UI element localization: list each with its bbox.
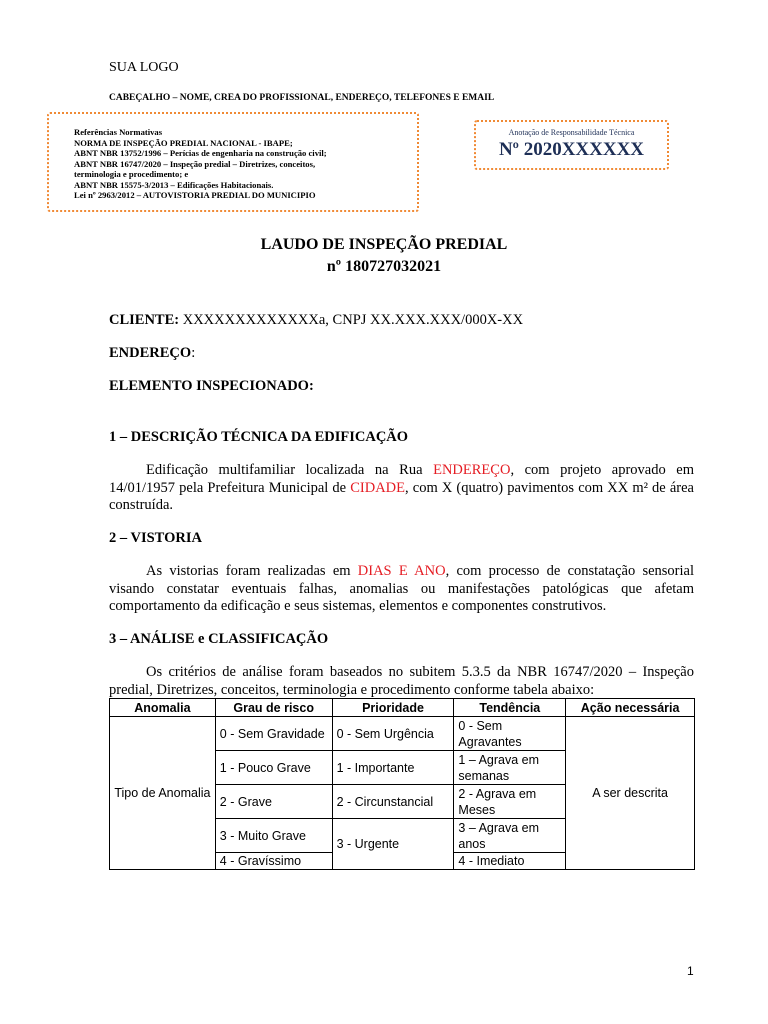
address-placeholder: ENDEREÇO <box>433 462 511 478</box>
address-label: ENDEREÇO <box>109 345 192 361</box>
report-number: nº 180727032021 <box>326 258 442 275</box>
client-line <box>109 312 523 329</box>
art-box <box>474 120 669 170</box>
city-placeholder: CIDADE <box>350 479 406 496</box>
section1-heading: 1 – DESCRIÇÃO TÉCNICA DA EDIFICAÇÃO <box>109 429 409 445</box>
client-label: CLIENTE: <box>109 312 180 328</box>
anomaly-cell: Tipo de Anomalia <box>110 717 216 870</box>
reference-item: terminologia e procedimento; e <box>74 169 189 179</box>
section1-text: Edificação multifamiliar localizada na Rua <box>146 462 434 478</box>
risk-cell: 0 - Sem Gravidade <box>215 717 332 751</box>
references-list <box>74 127 327 201</box>
section3-text: Os critérios de análise foram baseados no subitem 5.3.5 da NBR 16747/2020 – Inspeção predial, Diretrizes, conceitos, terminologia e procedimento conforme tabela abaixo: <box>109 664 694 698</box>
reference-item: NORMA DE INSPEÇÃO PREDIAL NACIONAL - IBAPE; <box>74 137 293 148</box>
section1-paragraph <box>109 462 694 515</box>
trend-cell: 2 - Agrava em Meses <box>454 785 566 819</box>
art-number: Nº 2020XXXXXX <box>498 139 645 160</box>
risk-cell: 2 - Grave <box>215 785 332 819</box>
section2-text: As vistorias foram realizadas em <box>146 563 358 579</box>
priority-cell: 1 - Importante <box>332 751 454 785</box>
risk-cell: 4 - Gravíssimo <box>215 853 332 870</box>
trend-cell: 3 – Agrava em anos <box>454 819 566 853</box>
address-line <box>109 345 195 362</box>
references-title: Referências Normativas <box>74 127 163 137</box>
risk-cell: 1 - Pouco Grave <box>215 751 332 785</box>
section1-text: , com projeto aprovado em 14/01/1957 pela Prefeitura Municipal de <box>109 462 694 496</box>
header-anomaly: Anomalia <box>110 699 216 717</box>
reference-item: ABNT NBR 16747/2020 – Inspeção predial – Diretrizes, conceitos, <box>74 158 316 169</box>
section3-paragraph <box>109 664 694 699</box>
table-row <box>110 717 695 751</box>
header-line: CABEÇALHO – NOME, CREA DO PROFISSIONAL, ENDEREÇO, TELEFONES E EMAIL <box>109 93 495 103</box>
action-cell: A ser descrita <box>566 717 695 870</box>
reference-item: Lei nº 2963/2012 – AUTOVISTORIA PREDIAL DO MUNICIPIO <box>74 190 316 200</box>
dates-placeholder: DIAS E ANO <box>357 563 446 579</box>
art-label: Anotação de Responsabilidade Técnica <box>508 128 635 137</box>
header-priority: Prioridade <box>332 699 454 717</box>
references-box <box>47 112 419 212</box>
section2-paragraph <box>109 563 694 616</box>
priority-cell: 0 - Sem Urgência <box>332 717 454 751</box>
section1-text: , com X (quatro) pavimentos com XX m² de área construída. <box>109 479 694 513</box>
section2-text: , com processo de constatação sensorial visando constatar eventuais falhas, anomalias ou manifestações patológicas que afetam comportamento da edificação e seus sistemas, elementos e componentes construtivos. <box>109 563 695 614</box>
header-risk: Grau de risco <box>215 699 332 717</box>
reference-item: ABNT NBR 13752/1996 – Perícias de engenharia na construção civil; <box>74 148 327 158</box>
priority-cell: 3 - Urgente <box>332 819 454 870</box>
report-title: LAUDO DE INSPEÇÃO PREDIAL <box>260 236 508 253</box>
page-number: 1 <box>687 964 694 978</box>
header-action: Ação necessária <box>566 699 695 717</box>
address-suffix: : <box>191 345 196 361</box>
reference-item: ABNT NBR 15575-3/2013 – Edificações Habitacionais. <box>74 179 274 190</box>
trend-cell: 4 - Imediato <box>454 853 566 870</box>
risk-cell: 3 - Muito Grave <box>215 819 332 853</box>
client-value: XXXXXXXXXXXXXa, CNPJ XX.XXX.XXX/000X-XX <box>179 312 524 328</box>
section2-heading: 2 – VISTORIA <box>109 530 202 546</box>
logo-placeholder: SUA LOGO <box>109 60 179 75</box>
trend-cell: 1 – Agrava em semanas <box>454 751 566 785</box>
classification-table <box>109 698 695 870</box>
trend-cell: 0 - Sem Agravantes <box>454 717 566 751</box>
header-trend: Tendência <box>454 699 566 717</box>
table-header-row <box>110 699 695 717</box>
priority-cell: 2 - Circunstancial <box>332 785 454 819</box>
section3-heading: 3 – ANÁLISE e CLASSIFICAÇÃO <box>109 631 329 647</box>
element-label: ELEMENTO INSPECIONADO: <box>109 378 314 394</box>
